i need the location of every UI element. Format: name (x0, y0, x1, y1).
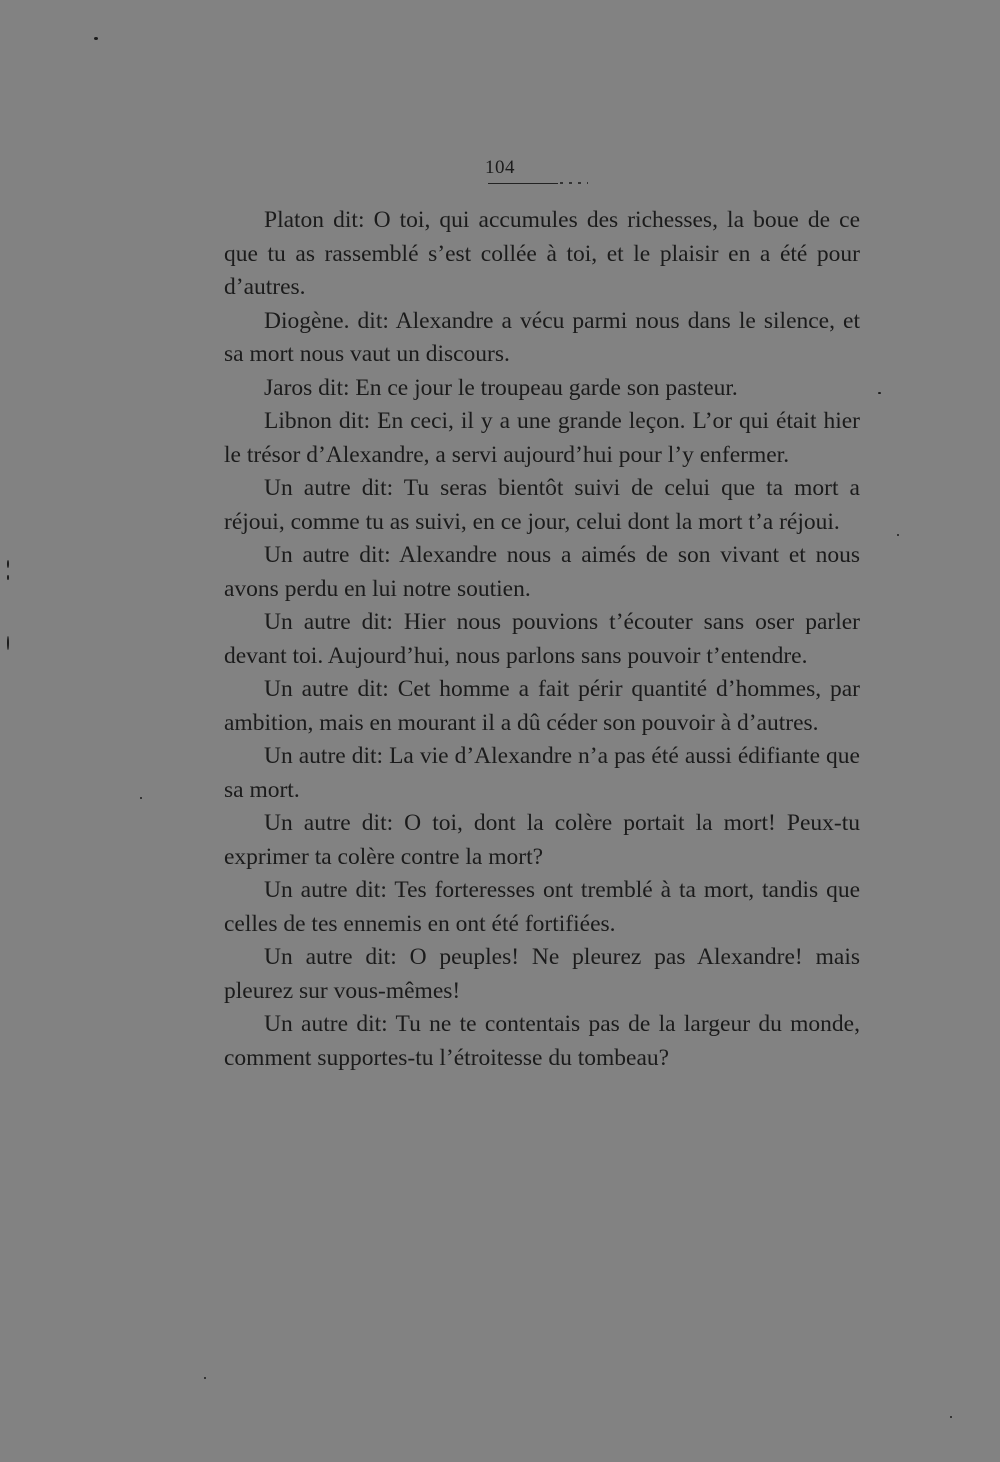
page-number: 104 (485, 157, 515, 178)
paragraph-un-autre-5: Un autre dit: La vie d’Alexandre n’a pas été aussi édifiante que sa mort. (224, 743, 860, 803)
paragraph-un-autre-3: Un autre dit: Hier nous pouvions t’écouter sans oser parler devant toi. Aujourd’hui, nous parlons sans pouvoir t’entendre. (224, 609, 860, 669)
paragraph-un-autre-7: Un autre dit: Tes forteresses ont tremblé à ta mort, tandis que celles de tes ennemis en ont été fortifiées. (224, 877, 860, 937)
paragraph-diogene: Diogène. dit: Alexandre a vécu parmi nous dans le silence, et sa mort nous vaut un discours. (224, 307, 860, 367)
scan-speck (7, 636, 9, 650)
paragraph-un-autre-2: Un autre dit: Alexandre nous a aimés de son vivant et nous avons perdu en lui notre soutien. (224, 542, 860, 602)
paragraph-jaros: Jaros dit: En ce jour le troupeau garde son pasteur. (264, 374, 738, 401)
scan-speck (878, 392, 881, 394)
page-number-rule (488, 183, 558, 184)
scan-speck (140, 797, 142, 799)
scan-speck (94, 37, 98, 40)
scan-speck (7, 575, 9, 580)
paragraph-un-autre-1: Un autre dit: Tu seras bientôt suivi de celui que ta mort a réjoui, comme tu as suivi, en ce jour, celui dont la mort t’a réjoui. (224, 475, 860, 535)
paragraph-un-autre-9: Un autre dit: Tu ne te contentais pas de la largeur du monde, comment supportes-tu l’étroitesse du tombeau? (224, 1011, 860, 1071)
scan-speck (7, 560, 9, 568)
paragraph-un-autre-4: Un autre dit: Cet homme a fait périr quantité d’hommes, par ambition, mais en mourant il a dû céder son pouvoir à d’autres. (224, 676, 860, 736)
scan-speck (950, 1416, 952, 1418)
page-number-rule-dots (560, 182, 588, 184)
paragraph-un-autre-6: Un autre dit: O toi, dont la colère portait la mort! Peux-tu exprimer ta colère contre la mort? (224, 810, 860, 870)
paragraph-un-autre-8: Un autre dit: O peuples! Ne pleurez pas Alexandre! mais pleurez sur vous-mêmes! (224, 944, 860, 1004)
paragraph-libnon: Libnon dit: En ceci, il y a une grande leçon. L’or qui était hier le trésor d’Alexandre, a servi aujourd’hui pour l’y enfermer. (224, 408, 860, 468)
scan-speck (204, 1377, 206, 1379)
scan-speck (897, 534, 899, 536)
paragraph-platon: Platon dit: O toi, qui accumules des richesses, la boue de ce que tu as rassemblé s’est collée à toi, et le plaisir en a été pour d’autres. (224, 207, 860, 300)
text-body (224, 204, 860, 1075)
